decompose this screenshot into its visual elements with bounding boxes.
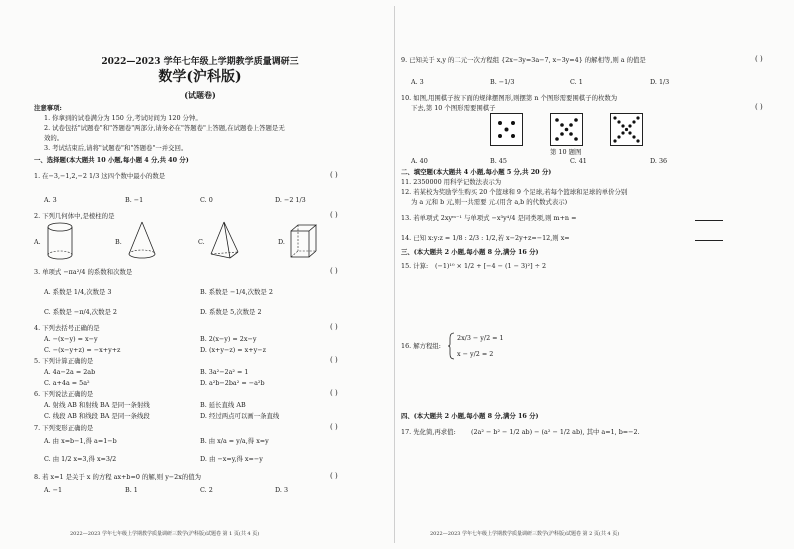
option-b: B.	[115, 238, 122, 246]
prism-figure	[288, 222, 318, 262]
dice-figure-3	[610, 113, 644, 147]
option-c: C. 线段 AB 和线段 BA 是同一条线段	[44, 412, 150, 420]
option-c: C. −(x−y+z) = −x+y+z	[44, 346, 121, 354]
option-a: A. 3	[44, 196, 57, 204]
option-d: D.	[278, 238, 285, 246]
option-b: B. −1	[125, 196, 144, 204]
question-stem-cont: 下去,第 10 个图形需要围棋子	[411, 104, 496, 112]
answer-bracket: ( )	[755, 55, 763, 63]
option-b: B. 由 x/a = y/a,得 x=y	[200, 437, 269, 445]
fill-question-cont: 为 a 元和 b 元,则一共需要 元.(用含 a,b 的代数式表示)	[411, 198, 568, 206]
option-d: D. (x+y−z) = x+y−z	[200, 346, 266, 354]
question-stem: 9. 已知关于 x,y 的二元一次方程组 {2x−3y=3a−7, x−3y=4} 的解相等,则 a 的值是	[401, 56, 646, 64]
option-c: C. 2	[200, 486, 213, 494]
option-b: B. 2(x−y) = 2x−y	[200, 335, 257, 343]
cone-figure	[126, 220, 158, 262]
question-stem: 8. 若 x=1 是关于 x 的方程 ax+b=0 的解,则 y−2x的值为	[34, 473, 202, 481]
answer-bracket: ( )	[330, 356, 338, 364]
left-page	[0, 0, 394, 549]
option-a: A.	[34, 238, 41, 246]
question-stem: 1. 在−3,−1,2,−2 1/3 这四个数中最小的数是	[34, 172, 166, 180]
option-d: D. 36	[650, 157, 668, 165]
notes-heading: 注意事项:	[34, 104, 62, 112]
fill-question: 13. 若单项式 2xyᵐ⁻¹ 与单项式 −x³y⁴/4 是同类项,则 m+n =	[401, 214, 577, 222]
option-b: B. 系数是 −1/4,次数是 2	[200, 288, 273, 296]
answer-bracket: ( )	[330, 472, 338, 480]
answer-bracket: ( )	[330, 389, 338, 397]
fill-question: 14. 已知 x:y:z = 1/8 : 2/3 : 1/2,若 x−2y+z=−12,则 x=	[401, 234, 570, 242]
right-page	[395, 0, 794, 549]
section-heading: 二、填空题(本大题共 4 小题,每小题 5 分,共 20 分)	[401, 168, 552, 176]
option-a: A. 由 x=b−1,得 a=1−b	[44, 437, 117, 445]
note-item: 3. 考试结束后,请将"试题卷"和"答题卷"一并交回。	[44, 144, 188, 152]
note-item: 效的。	[44, 134, 64, 142]
section-heading: 一、选择题(本大题共 10 小题,每小题 4 分,共 40 分)	[34, 156, 189, 164]
booklet-label: (试题卷)	[184, 90, 216, 100]
dice-figure-1	[490, 113, 524, 147]
option-d: D. a²b−2ba² = −a²b	[200, 379, 265, 387]
option-c: C.	[198, 238, 205, 246]
question-label: 15. 计算:	[401, 262, 429, 270]
option-c: C. 41	[570, 157, 587, 165]
answer-bracket: ( )	[755, 103, 763, 111]
exam-title: 2022—2023 学年七年级上学期教学质量调研三	[101, 57, 299, 67]
cylinder-figure	[45, 222, 75, 262]
option-a: A. −(x−y) = x−y	[44, 335, 98, 343]
option-a: A. 4a−2a = 2ab	[44, 368, 96, 376]
question-stem: 6. 下列说法正确的是	[34, 390, 94, 398]
page-footer: 2022—2023 学年七年级上学期教学质量调研三数学(沪科版)试题卷 第 2 页(共 4 页)	[430, 531, 620, 537]
answer-bracket: ( )	[330, 211, 338, 219]
option-a: A. −1	[44, 486, 63, 494]
option-d: D. −2 1/3	[275, 196, 306, 204]
fill-question: 11. 2350000 用科学记数法表示为	[401, 178, 502, 186]
option-d: D. 3	[275, 486, 289, 494]
question-stem: 4. 下列去括号正确的是	[34, 324, 100, 332]
brace-symbol	[447, 332, 455, 360]
option-a: A. 射线 AB 和射线 BA 是同一条射线	[44, 401, 150, 409]
answer-blank[interactable]	[695, 214, 723, 221]
answer-bracket: ( )	[330, 267, 338, 275]
page-footer: 2022—2023 学年七年级上学期教学质量调研三数学(沪科版)试题卷 第 1 页(共 4 页)	[70, 531, 260, 537]
subject-title: 数学(沪科版)	[158, 69, 242, 85]
math-expression: (−1)¹⁰ × 1/2 + [−4 − (1 − 3)²] ÷ 2	[435, 262, 547, 270]
answer-bracket: ( )	[330, 423, 338, 431]
equation-line: 2x/3 − y/2 = 1	[457, 334, 504, 342]
question-stem: 10. 如图,用围棋子按下面的规律摆图形,则摆第 n 个图形需要围棋子的枚数为	[401, 94, 618, 102]
question-stem: 5. 下列计算正确的是	[34, 357, 94, 365]
pyramid-figure	[208, 220, 240, 262]
option-b: B. 45	[490, 157, 507, 165]
figure-caption: 第 10 题图	[550, 148, 582, 156]
option-a: A. 40	[411, 157, 428, 165]
option-b: B. −1/3	[490, 78, 515, 86]
option-b: B. 延长直线 AB	[200, 401, 246, 409]
note-item: 1. 你拿到的试卷满分为 150 分,考试时间为 120 分钟。	[44, 114, 202, 122]
option-b: B. 1	[125, 486, 138, 494]
option-d: D. 由 −x=y,得 x=−y	[200, 455, 263, 463]
answer-bracket: ( )	[330, 323, 338, 331]
option-c: C. 系数是 −π/4,次数是 2	[44, 308, 118, 316]
option-a: A. 3	[411, 78, 424, 86]
option-c: C. a+4a = 5a²	[44, 379, 90, 387]
math-expression: (2a² − b² − 1/2 ab) − (a² − 1/2 ab), 其中 a=1, b=−2.	[471, 428, 640, 436]
option-c: C. 由 1/2 x=3,得 x=3/2	[44, 455, 117, 463]
answer-bracket: ( )	[330, 171, 338, 179]
note-item: 2. 试卷包括"试题卷"和"答题卷"两部分,请务必在"答题卷"上答题,在试题卷上答题是无	[44, 124, 285, 132]
question-stem: 2. 下列几何体中,是棱柱的是	[34, 212, 115, 220]
equation-line: x − y/2 = 2	[457, 350, 494, 358]
question-label: 16. 解方程组:	[401, 342, 441, 350]
option-c: C. 1	[570, 78, 583, 86]
fill-question: 12. 若某校为奖励学生购买 20 个篮球和 9 个足球,若每个篮球和足球的单价分别	[401, 188, 628, 196]
answer-blank[interactable]	[695, 234, 723, 241]
option-a: A. 系数是 1/4,次数是 3	[44, 288, 112, 296]
question-stem: 3. 单项式 −πa²/4 的系数和次数是	[34, 268, 133, 276]
option-c: C. 0	[200, 196, 213, 204]
section-heading: 三、(本大题共 2 小题,每小题 8 分,满分 16 分)	[401, 248, 539, 256]
question-stem: 7. 下列变形正确的是	[34, 424, 94, 432]
option-b: B. 3a²−2a² = 1	[200, 368, 249, 376]
option-d: D. 系数是 5,次数是 2	[200, 308, 262, 316]
dice-figure-2	[550, 113, 584, 147]
question-label: 17. 先化简,再求值:	[401, 428, 456, 436]
option-d: D. 1/3	[650, 78, 670, 86]
section-heading: 四、(本大题共 2 小题,每小题 8 分,满分 16 分)	[401, 412, 539, 420]
option-d: D. 经过两点可以画一条直线	[200, 412, 280, 420]
